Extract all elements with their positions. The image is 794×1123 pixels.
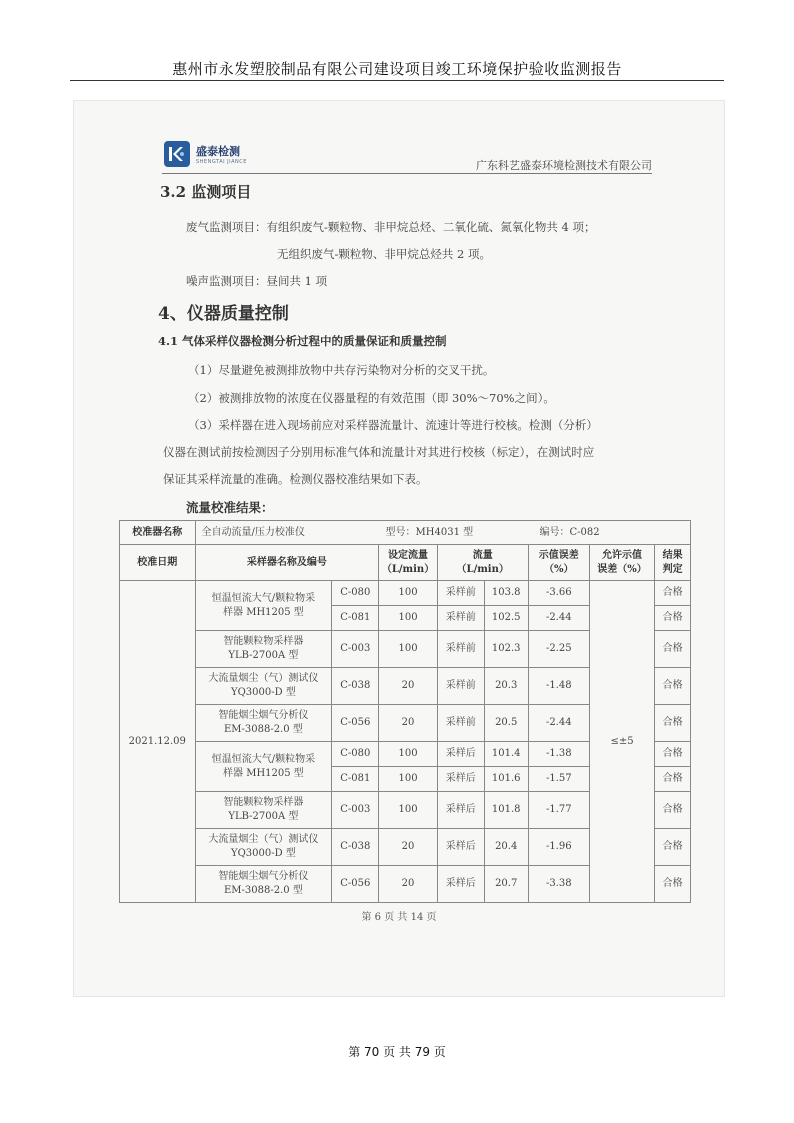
stage: 采样后 bbox=[437, 792, 484, 829]
sampler-code: C-038 bbox=[332, 668, 379, 705]
result: 合格 bbox=[655, 606, 691, 631]
set-flow-label: 设定流量 bbox=[388, 549, 429, 561]
error-unit: （%） bbox=[544, 563, 574, 575]
logo-name: 盛泰检测 bbox=[196, 145, 240, 158]
calibrator-serial: 编号：C-082 bbox=[539, 527, 600, 538]
sampler-name bbox=[195, 705, 332, 742]
sampler-name-line1: 大流量烟尘（气）测试仪 bbox=[208, 834, 319, 845]
sampler-name bbox=[195, 581, 332, 631]
sampler-name bbox=[195, 866, 332, 903]
stage: 采样后 bbox=[437, 829, 484, 866]
header-divider bbox=[70, 80, 724, 81]
result: 合格 bbox=[655, 866, 691, 903]
result-label-2: 判定 bbox=[662, 563, 683, 575]
fugitive-gas-items: 无组织废气-颗粒物、非甲烷总烃共 2 项。 bbox=[277, 247, 492, 261]
set-flow: 20 bbox=[379, 866, 438, 903]
stage: 采样前 bbox=[437, 668, 484, 705]
sampler-name-line2: 样器 MH1205 型 bbox=[223, 606, 304, 618]
calibrator-model: 型号：MH4031 型 bbox=[385, 527, 474, 538]
qc-item-3-line1: （3）采样器在进入现场前应对采样器流量计、流速计等进行校核。检测（分析） bbox=[188, 418, 598, 432]
sampler-name-line2: YLB-2700A 型 bbox=[228, 811, 299, 822]
sampler-name bbox=[195, 829, 332, 866]
sampler-name-line1: 智能烟尘烟气分析仪 bbox=[218, 710, 309, 721]
set-flow-unit: （L/min） bbox=[381, 563, 435, 575]
measured-flow: 20.4 bbox=[484, 829, 528, 866]
set-flow: 100 bbox=[379, 767, 438, 792]
section-3-2-title: 3.2 监测项目 bbox=[160, 183, 252, 201]
section-4-1-title: 4.1 气体采样仪器检测分析过程中的质量保证和质量控制 bbox=[158, 334, 447, 348]
sampler-code: C-056 bbox=[332, 705, 379, 742]
allowed-unit: 误差（%） bbox=[597, 563, 647, 575]
sampler-name-line2: 样器 MH1205 型 bbox=[223, 767, 304, 779]
sampler-name-line1: 智能颗粒物采样器 bbox=[223, 797, 304, 808]
error-value: -1.96 bbox=[528, 829, 589, 866]
measured-flow: 101.6 bbox=[484, 767, 528, 792]
logo-subtitle: SHENGTAI JIANCE bbox=[196, 159, 247, 165]
error-value: -3.66 bbox=[528, 581, 589, 606]
error-value: -1.38 bbox=[528, 742, 589, 767]
result: 合格 bbox=[655, 742, 691, 767]
sampler-name-line2: YLB-2700A 型 bbox=[228, 650, 299, 661]
inner-page-number: 第 6 页 共 14 页 bbox=[361, 912, 437, 923]
result: 合格 bbox=[655, 767, 691, 792]
col-allowed-header bbox=[589, 545, 654, 581]
stage: 采样前 bbox=[437, 581, 484, 606]
calibrator-info bbox=[195, 521, 690, 545]
sampler-name-line2: YQ3000-D 型 bbox=[231, 687, 296, 698]
measured-flow: 102.3 bbox=[484, 631, 528, 668]
stage: 采样前 bbox=[437, 705, 484, 742]
qc-item-3-line3: 保证其采样流量的准确。检测仪器校准结果如下表。 bbox=[163, 472, 428, 486]
sampler-name-line2: EM-3088-2.0 型 bbox=[224, 724, 303, 735]
scanned-page bbox=[73, 100, 725, 997]
set-flow: 100 bbox=[379, 581, 438, 606]
error-value: -1.77 bbox=[528, 792, 589, 829]
result: 合格 bbox=[655, 792, 691, 829]
sampler-code: C-056 bbox=[332, 866, 379, 903]
set-flow: 100 bbox=[379, 631, 438, 668]
qc-item-1: （1）尽量避免被测排放物中共存污染物对分析的交叉干扰。 bbox=[188, 363, 495, 377]
measured-flow: 101.8 bbox=[484, 792, 528, 829]
noise-items: 噪声监测项目：昼间共 1 项 bbox=[186, 274, 328, 288]
company-divider bbox=[162, 173, 652, 174]
set-flow: 20 bbox=[379, 705, 438, 742]
set-flow: 100 bbox=[379, 742, 438, 767]
measured-flow: 103.8 bbox=[484, 581, 528, 606]
report-page-number: 第 70 页 共 79 页 bbox=[348, 1045, 446, 1059]
sampler-name-line1: 恒温恒流大气/颗粒物采 bbox=[211, 753, 316, 765]
result: 合格 bbox=[655, 829, 691, 866]
result: 合格 bbox=[655, 668, 691, 705]
col-set-flow-header bbox=[379, 545, 438, 581]
stage: 采样前 bbox=[437, 631, 484, 668]
col-error-header bbox=[528, 545, 589, 581]
sampler-name-line1: 智能烟尘烟气分析仪 bbox=[218, 871, 309, 882]
measured-flow: 101.4 bbox=[484, 742, 528, 767]
sampler-code: C-081 bbox=[332, 767, 379, 792]
logo-mark-icon bbox=[164, 141, 190, 167]
sampler-code: C-081 bbox=[332, 606, 379, 631]
stage: 采样后 bbox=[437, 742, 484, 767]
error-value: -1.57 bbox=[528, 767, 589, 792]
measured-flow: 20.3 bbox=[484, 668, 528, 705]
col-result-header bbox=[655, 545, 691, 581]
measured-flow: 20.5 bbox=[484, 705, 528, 742]
set-flow: 20 bbox=[379, 829, 438, 866]
calibrator-row bbox=[120, 521, 691, 545]
calibrator-name: 全自动流量/压力校准仪 bbox=[201, 526, 305, 538]
qc-item-3-line2: 仪器在测试前按检测因子分别用标准气体和流量计对其进行校核（标定），在测试时应 bbox=[163, 445, 595, 459]
allowed-error: ≤±5 bbox=[589, 581, 654, 903]
error-value: -3.38 bbox=[528, 866, 589, 903]
stage: 采样后 bbox=[437, 767, 484, 792]
stage: 采样前 bbox=[437, 606, 484, 631]
col-flow-header bbox=[437, 545, 528, 581]
sampler-name-line2: EM-3088-2.0 型 bbox=[224, 885, 303, 896]
flow-label: 流量 bbox=[472, 549, 493, 561]
set-flow: 20 bbox=[379, 668, 438, 705]
waste-gas-items: 废气监测项目：有组织废气-颗粒物、非甲烷总烃、二氧化硫、氮氧化物共 4 项； bbox=[186, 220, 596, 234]
sampler-name-line1: 大流量烟尘（气）测试仪 bbox=[208, 673, 319, 684]
calibrator-label: 校准器名称 bbox=[120, 521, 196, 545]
sampler-name-line1: 智能颗粒物采样器 bbox=[223, 636, 304, 647]
table-row bbox=[120, 581, 691, 606]
report-header-title: 惠州市永发塑胶制品有限公司建设项目竣工环境保护验收监测报告 bbox=[172, 60, 622, 78]
company-logo bbox=[164, 141, 247, 167]
set-flow: 100 bbox=[379, 606, 438, 631]
header-row bbox=[120, 545, 691, 581]
calibration-date: 2021.12.09 bbox=[120, 581, 196, 903]
error-value: -2.25 bbox=[528, 631, 589, 668]
section-4-title: 4、仪器质量控制 bbox=[158, 304, 289, 324]
stage: 采样后 bbox=[437, 866, 484, 903]
allowed-label: 允许示值 bbox=[602, 549, 643, 561]
sampler-code: C-080 bbox=[332, 581, 379, 606]
result: 合格 bbox=[655, 581, 691, 606]
sampler-name bbox=[195, 668, 332, 705]
result-label-1: 结果 bbox=[662, 549, 683, 561]
col-sampler-header: 采样器名称及编号 bbox=[195, 545, 379, 581]
error-value: -2.44 bbox=[528, 606, 589, 631]
sampler-code: C-038 bbox=[332, 829, 379, 866]
flow-unit: （L/min） bbox=[456, 563, 509, 575]
sampler-name-line1: 恒温恒流大气/颗粒物采 bbox=[211, 592, 316, 604]
table-caption: 流量校准结果： bbox=[186, 500, 274, 515]
qc-item-2: （2）被测排放物的浓度在仪器量程的有效范围（即 30%～70%之间）。 bbox=[188, 391, 555, 405]
error-value: -1.48 bbox=[528, 668, 589, 705]
error-value: -2.44 bbox=[528, 705, 589, 742]
measured-flow: 20.7 bbox=[484, 866, 528, 903]
result: 合格 bbox=[655, 705, 691, 742]
error-label: 示值误差 bbox=[538, 549, 579, 561]
flow-calibration-table bbox=[119, 520, 691, 903]
set-flow: 100 bbox=[379, 792, 438, 829]
company-name: 广东科艺盛泰环境检测技术有限公司 bbox=[476, 159, 652, 172]
sampler-name bbox=[195, 742, 332, 792]
measured-flow: 102.5 bbox=[484, 606, 528, 631]
sampler-name bbox=[195, 792, 332, 829]
sampler-code: C-003 bbox=[332, 792, 379, 829]
result: 合格 bbox=[655, 631, 691, 668]
sampler-name bbox=[195, 631, 332, 668]
sampler-code: C-080 bbox=[332, 742, 379, 767]
sampler-code: C-003 bbox=[332, 631, 379, 668]
col-date-header: 校准日期 bbox=[120, 545, 196, 581]
sampler-name-line2: YQ3000-D 型 bbox=[231, 848, 296, 859]
